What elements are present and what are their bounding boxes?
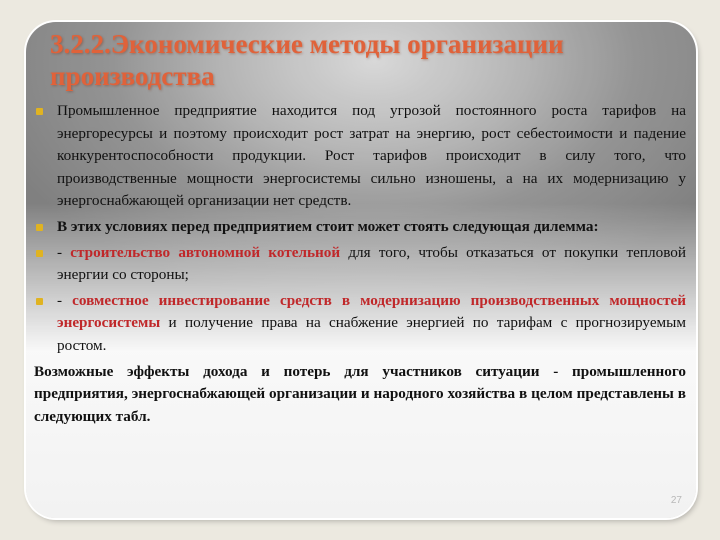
bullet-prefix: - bbox=[57, 291, 73, 309]
bullet-item bbox=[34, 290, 686, 358]
bullet-square-icon bbox=[36, 298, 43, 305]
bullet-square-icon bbox=[36, 108, 43, 115]
slide-body bbox=[34, 100, 686, 428]
bullet-highlight: строительство автономной котельной bbox=[70, 243, 341, 261]
bullet-text: Промышленное предприятие находится под угрозой постоянного роста тарифов на энергоресурсы и поэтому происходит рост затрат на энергию, рост себестоимости и падение конкурентоспособности продукции. Рост тарифов происходит в силу того, что производственные мощности энергосистемы сильно изношены, а на их модернизацию у энергоснабжающей организации нет средств. bbox=[57, 102, 686, 210]
bullet-item bbox=[34, 100, 686, 213]
bullet-suffix: для того, чтобы отказаться от покупки тепловой энергии со стороны; bbox=[57, 243, 686, 284]
bullet-suffix: и получение права на снабжение энергией по тарифам с прогнозируемым ростом. bbox=[57, 314, 686, 354]
conclusion-paragraph: Возможные эффекты дохода и потерь для участников ситуации - промышленного предприятия, энергоснабжающей организации и народного хозяйства в целом представлены в следующих табл. bbox=[34, 362, 686, 425]
bullet-square-icon bbox=[36, 250, 43, 257]
content-card bbox=[26, 22, 696, 518]
bullet-text: В этих условиях перед предприятием стоит может стоять следующая дилемма: bbox=[57, 217, 599, 235]
bullet-square-icon bbox=[36, 224, 43, 231]
page-number: 27 bbox=[670, 495, 682, 506]
bullet-item bbox=[34, 216, 686, 239]
bullet-prefix: - bbox=[57, 243, 71, 261]
bullet-item bbox=[34, 242, 686, 287]
bullet-highlight: совместное инвестирование средств в модернизацию производственных мощностей энергосистемы bbox=[57, 291, 686, 332]
slide-title: 3.2.2.Экономические методы организации производства bbox=[50, 29, 564, 91]
